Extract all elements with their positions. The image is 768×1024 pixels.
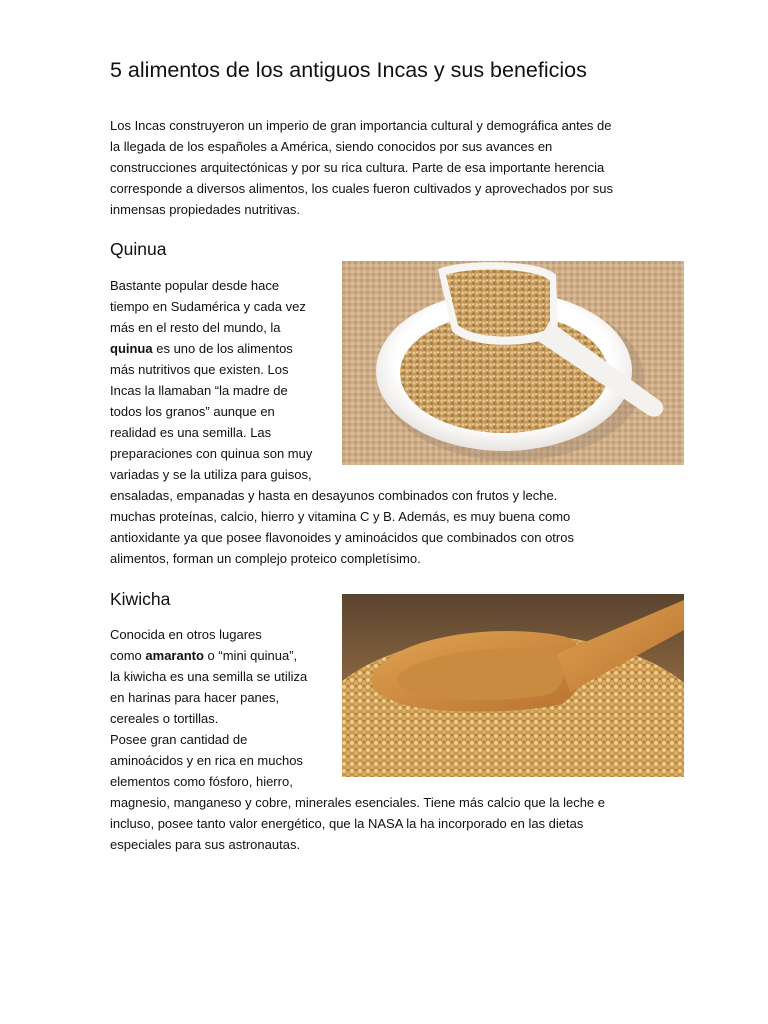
kiwicha-line: incluso, posee tanto valor energético, que la NASA la ha incorporado en las dietas [110, 816, 584, 831]
quinua-line: alimentos, forman un complejo proteico completísimo. [110, 551, 421, 566]
quinua-line: preparaciones con quinua son muy [110, 446, 313, 461]
quinua-paragraph [110, 275, 670, 569]
kiwicha-line: aminoácidos y en rica en muchos [110, 753, 303, 768]
quinua-line: Bastante popular desde hace [110, 278, 280, 293]
quinua-line: realidad es una semilla. Las [110, 425, 272, 440]
quinua-line: más en el resto del mundo, la [110, 320, 281, 335]
kiwicha-text: o “mini quinua”, [203, 648, 298, 663]
quinua-line: Incas la llamaban “la madre de [110, 383, 288, 398]
quinua-bold-term: quinua [110, 341, 153, 356]
intro-line: Los Incas construyeron un imperio de gran importancia cultural y demográfica antes de [110, 118, 612, 133]
kiwicha-line: Posee gran cantidad de [110, 732, 248, 747]
quinua-line [110, 338, 670, 359]
quinua-line: tiempo en Sudamérica y cada vez [110, 299, 306, 314]
kiwicha-text: como [110, 648, 146, 663]
kiwicha-line: Conocida en otros lugares [110, 627, 262, 642]
page-title: 5 alimentos de los antiguos Incas y sus beneficios [110, 58, 587, 82]
intro-line: la llegada de los españoles a América, siendo conocidos por sus avances en [110, 139, 553, 154]
quinua-line: todos los granos” aunque en [110, 404, 275, 419]
quinua-text: es uno de los alimentos [152, 341, 293, 356]
kiwicha-paragraph [110, 624, 670, 855]
kiwicha-bold-term: amaranto [145, 648, 204, 663]
intro-line: corresponde a diversos alimentos, los cuales fueron cultivados y aprovechados por sus [110, 181, 613, 196]
quinua-line: ensaladas, empanadas y hasta en desayunos combinados con frutos y leche. [110, 488, 558, 503]
quinua-line: antioxidante ya que posee flavonoides y aminoácidos que combinados con otros [110, 530, 574, 545]
kiwicha-heading: Kiwicha [110, 589, 171, 609]
kiwicha-line: en harinas para hacer panes, [110, 690, 280, 705]
kiwicha-line [110, 645, 670, 666]
quinua-line: muchas proteínas, calcio, hierro y vitamina C y B. Además, es muy buena como [110, 509, 571, 524]
quinua-line: variadas y se la utiliza para guisos, [110, 467, 312, 482]
intro-paragraph [110, 115, 670, 220]
kiwicha-line: especiales para sus astronautas. [110, 837, 301, 852]
kiwicha-line: cereales o tortillas. [110, 711, 219, 726]
kiwicha-line: magnesio, manganeso y cobre, minerales esenciales. Tiene más calcio que la leche e [110, 795, 605, 810]
intro-line: construcciones arquitectónicas y por su rica cultura. Parte de esa importante herencia [110, 160, 605, 175]
kiwicha-line: elementos como fósforo, hierro, [110, 774, 293, 789]
intro-line: inmensas propiedades nutritivas. [110, 202, 301, 217]
quinua-line: más nutritivos que existen. Los [110, 362, 289, 377]
kiwicha-line: la kiwicha es una semilla se utiliza [110, 669, 308, 684]
quinua-heading: Quinua [110, 239, 167, 259]
